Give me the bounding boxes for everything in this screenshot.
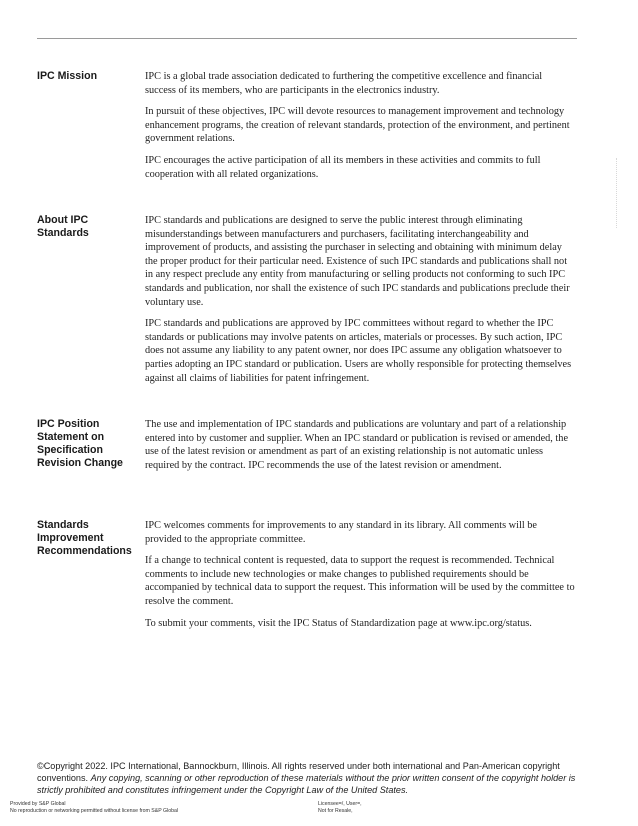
footer-resale-line: Not for Resale, — [318, 807, 353, 814]
paragraph: If a change to technical content is requested, data to support the request is recommended. Technical comments to include new technologies or make changes to published requirements should be accompanied by technical data to support the request. This information will be used by the committee to resolve the comment. — [145, 555, 575, 607]
section-label: About IPC Standards — [37, 214, 89, 239]
paragraph: IPC encourages the active participation of all its members in these activities and commits to full cooperation with all related organizations. — [145, 154, 541, 180]
footer-provider — [10, 801, 310, 814]
paragraph: IPC is a global trade association dedicated to furthering the competitive excellence and financial success of its members, who are participants in the electronics industry. — [145, 71, 543, 96]
copyright-text: ©Copyright 2022. IPC International, Bannockburn, Illinois. All rights reserved under both international and Pan-American copyright conventions. — [37, 761, 560, 783]
section-label: Standards Improvement Recommendations — [37, 519, 132, 557]
section-body — [145, 418, 575, 480]
section-label: IPC Position Statement on Specification Revision Change — [37, 418, 123, 469]
paragraph: IPC welcomes comments for improvements to any standard in its library. All comments will be provided to the appropriate committee. — [145, 520, 537, 545]
footer-provider-line: Provided by S&P Global — [10, 801, 66, 807]
section-body — [145, 70, 575, 189]
footer-licensee-line: Licensee=/, User=, — [318, 801, 362, 807]
footer-license-line: No reproduction or networking permitted without license from S&P Global — [10, 807, 179, 814]
paragraph: To submit your comments, visit the IPC Status of Standardization page at www.ipc.org/status. — [145, 617, 532, 629]
margin-watermark-mark — [616, 158, 620, 228]
section-label: IPC Mission — [37, 70, 98, 82]
paragraph: The use and implementation of IPC standards and publications are voluntary and part of a relationship entered into by customer and supplier. When an IPC standard or publication is revised or amended, the use of the latest revision or amendment as part of an existing relationship is not automatic unless required by the contract. IPC recommends the use of the latest revision or amendment. — [145, 419, 569, 471]
copyright-notice — [37, 760, 582, 796]
section-body — [145, 519, 575, 638]
paragraph: IPC standards and publications are designed to serve the public interest through eliminating misunderstandings between manufacturers and purchasers, facilitating interchangeability and improvement of products, and assisting the purchaser in selecting and obtaining with minimum delay the proper product for their particular need. Existence of such IPC standards and publications shall not in any respect preclude any entity from manufacturing or selling products not conforming to such IPC standards and publication, nor shall the existence of such IPC standards and publications preclude their voluntary use. — [145, 215, 570, 308]
paragraph: IPC standards and publications are approved by IPC committees without regard to whether the IPC standards or publications may involve patents on articles, materials or processes. By such action, IPC does not assume any liability to any patent owner, nor does IPC assume any obligation whatsoever to parties adopting an IPC standard or publication. Users are wholly responsible for protecting themselves against all claims of liabilities for patent infringement. — [145, 318, 572, 384]
copyright-warning: Any copying, scanning or other reproduction of these materials without the prior written consent of the copyright holder is strictly prohibited and constitutes infringement under the Copyright Law of the United States. — [37, 773, 576, 795]
top-divider — [37, 38, 577, 39]
section-body — [145, 214, 575, 393]
paragraph: In pursuit of these objectives, IPC will devote resources to management improvement and technology enhancement programs, the creation of relevant standards, protection of the environment, and pertinent government relations. — [145, 106, 570, 145]
footer-licensee — [318, 801, 518, 814]
